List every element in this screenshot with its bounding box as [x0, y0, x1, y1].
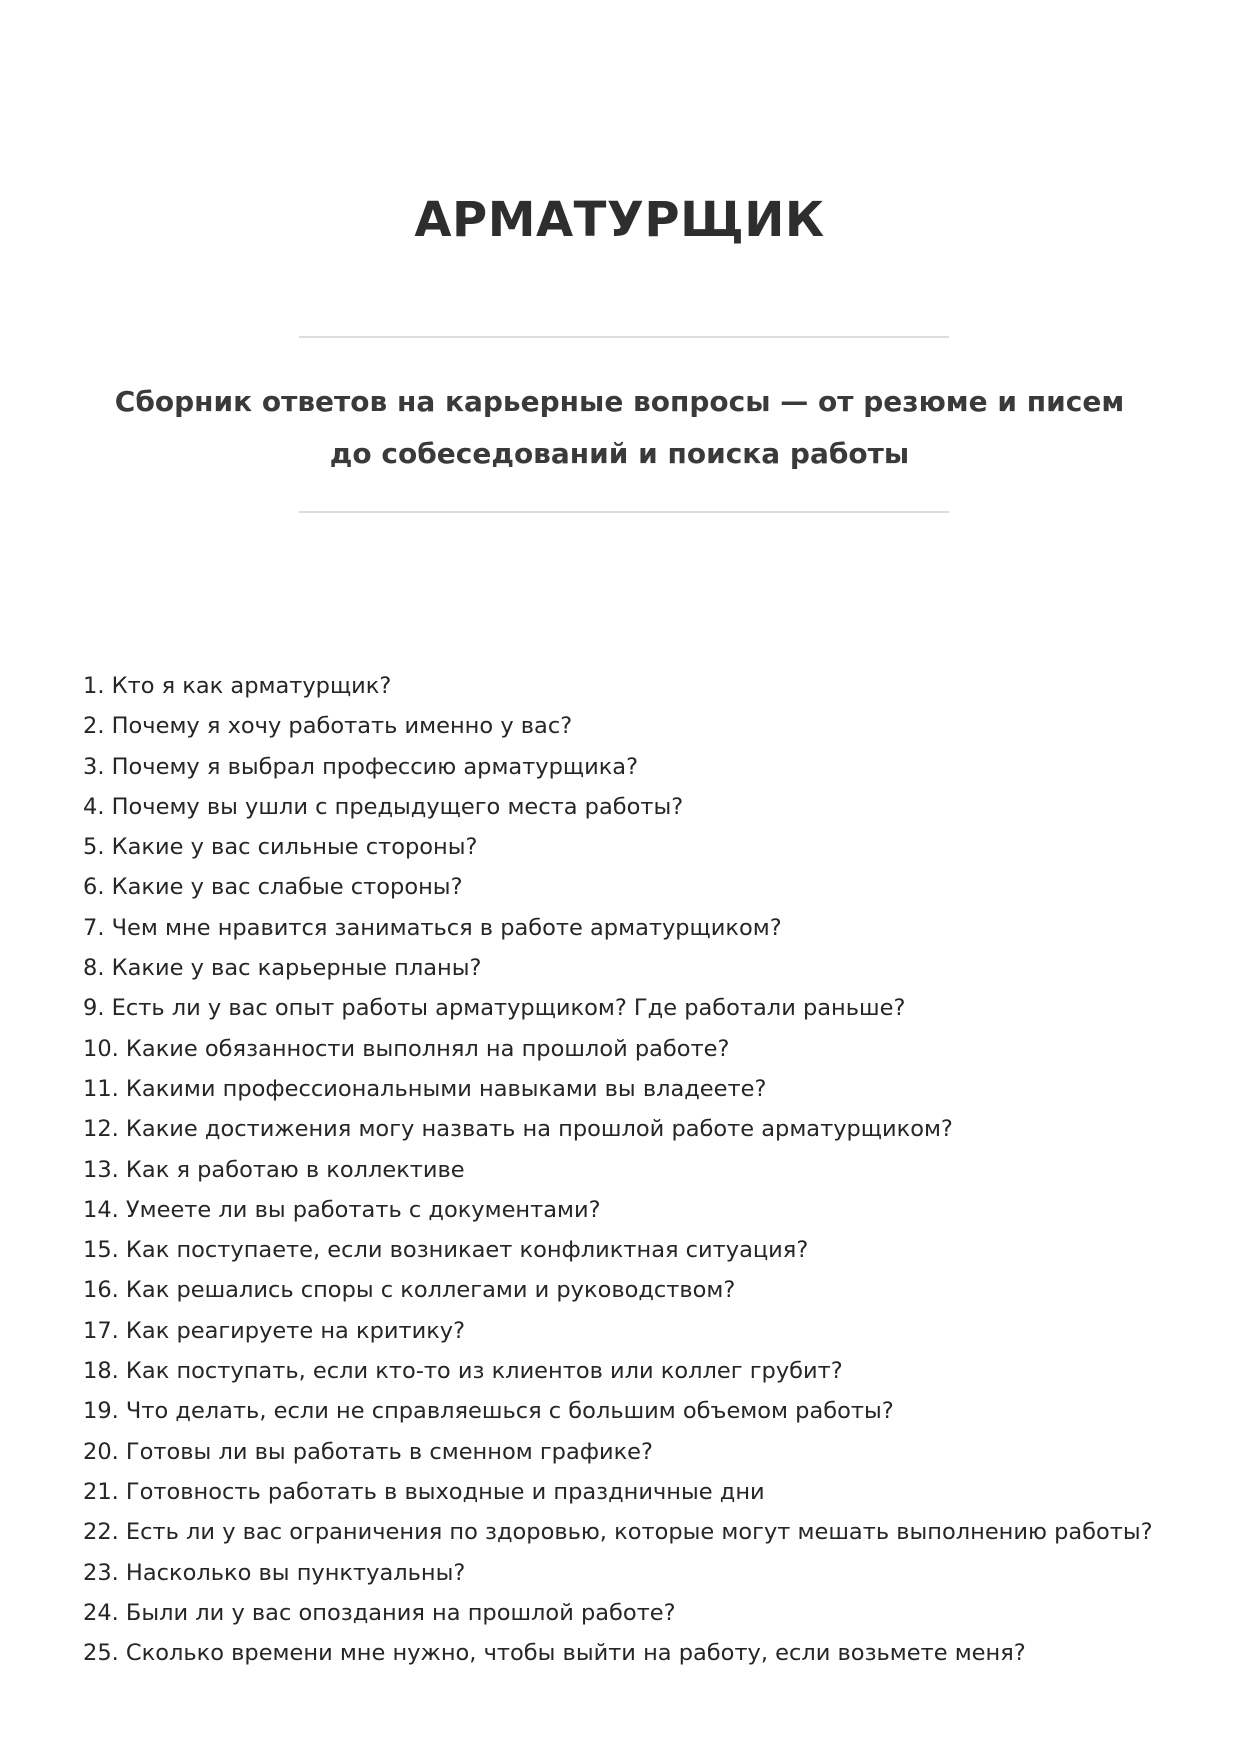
list-item: 3. Почему я выбрал профессию арматурщика?	[83, 753, 639, 780]
list-item: 8. Какие у вас карьерные планы?	[83, 955, 482, 982]
list-item: 14. Умеете ли вы работать с документами?	[83, 1196, 601, 1223]
list-item: 18. Как поступать, если кто-то из клиентов или коллег грубит?	[83, 1358, 843, 1385]
list-item: 11. Какими профессиональными навыками вы владеете?	[83, 1075, 767, 1102]
list-item: 4. Почему вы ушли с предыдущего места работы?	[83, 793, 684, 820]
list-item: 21. Готовность работать в выходные и праздничные дни	[83, 1478, 765, 1505]
bottom-divider	[299, 511, 949, 513]
page-title: АРМАТУРЩИК	[414, 192, 825, 248]
list-item: 13. Как я работаю в коллективе	[83, 1156, 465, 1183]
list-item: 9. Есть ли у вас опыт работы арматурщиком? Где работали раньше?	[83, 995, 906, 1022]
list-item: 19. Что делать, если не справляешься с большим объемом работы?	[83, 1398, 894, 1425]
list-item: 22. Есть ли у вас ограничения по здоровью, которые могут мешать выполнению работы?	[83, 1519, 1153, 1546]
list-item: 10. Какие обязанности выполнял на прошлой работе?	[83, 1035, 730, 1062]
list-item: 20. Готовы ли вы работать в сменном графике?	[83, 1438, 653, 1465]
list-item: 24. Были ли у вас опоздания на прошлой работе?	[83, 1599, 676, 1626]
list-item: 2. Почему я хочу работать именно у вас?	[83, 713, 573, 740]
top-divider	[299, 336, 949, 338]
list-item: 23. Насколько вы пунктуальны?	[83, 1559, 466, 1586]
list-item: 16. Как решались споры с коллегами и руководством?	[83, 1277, 736, 1304]
list-item: 12. Какие достижения могу назвать на прошлой работе арматурщиком?	[83, 1116, 953, 1143]
list-item: 17. Как реагируете на критику?	[83, 1317, 466, 1344]
list-item: 5. Какие у вас сильные стороны?	[83, 834, 478, 861]
list-item: 1. Кто я как арматурщик?	[83, 673, 392, 699]
list-item: 7. Чем мне нравится заниматься в работе арматурщиком?	[83, 914, 782, 941]
list-item: 15. Как поступаете, если возникает конфликтная ситуация?	[83, 1237, 809, 1264]
question-list	[83, 666, 1183, 1673]
list-item: 25. Сколько времени мне нужно, чтобы выйти на работу, если возьмете меня?	[83, 1640, 1026, 1667]
page-subtitle: Сборник ответов на карьерные вопросы — от резюме и писем до собеседований и поиска работы	[114, 385, 1125, 470]
list-item: 6. Какие у вас слабые стороны?	[83, 874, 463, 901]
